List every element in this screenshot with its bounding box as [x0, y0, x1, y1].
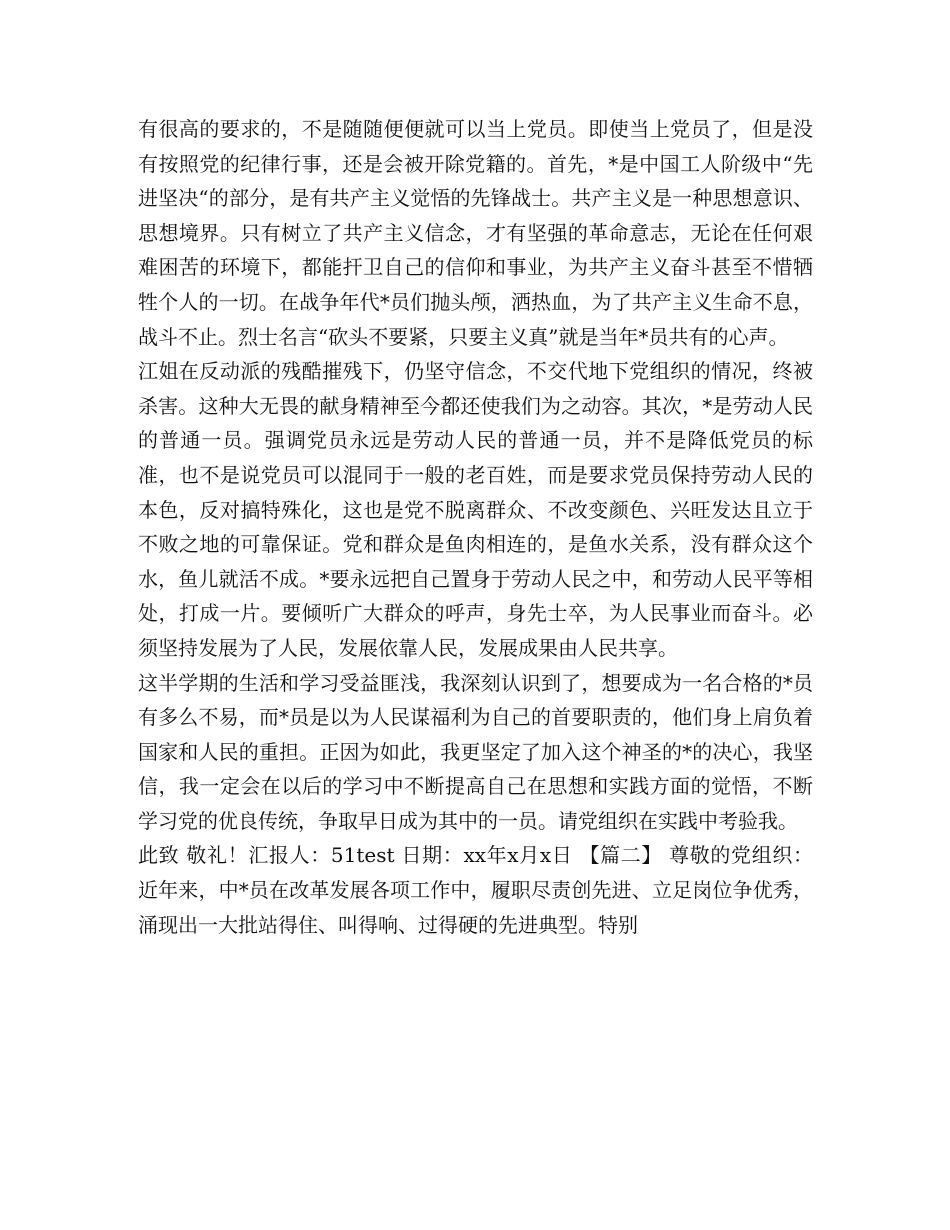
paragraph-4: 此致 敬礼！汇报人：51test 日期：xx年x月x日 【篇二】 尊敬的党组织： 近年来，中*员在改革发展各项工作中，履职尽责创先进、立足岗位争优秀，涌现出一大批站得住、叫得响、过得硬的先进典型。特别: [138, 843, 813, 937]
paragraph-3: 这半学期的生活和学习受益匪浅，我深刻认识到了，想要成为一名合格的*员有多么不易，而*员是以为人民谋福利为自己的首要职责的，他们身上肩负着国家和人民的重担。正因为如此，我更坚定了加入这个神圣的*的决心，我坚信，我一定会在以后的学习中不断提高自己在思想和实践方面的觉悟，不断学习党的优良传统，争取早日成为其中的一员。请党组织在实践中考验我。: [138, 670, 813, 833]
document-body: [138, 112, 813, 942]
paragraph-2: 江姐在反动派的残酷摧残下，仍坚守信念，不交代地下党组织的情况，终被杀害。这种大无畏的献身精神至今都还使我们为之动容。其次，*是劳动人民的普通一员。强调党员永远是劳动人民的普通一员，并不是降低党员的标准，也不是说党员可以混同于一般的老百姓，而是要求党员保持劳动人民的本色，反对搞特殊化，这也是党不脱离群众、不改变颜色、兴旺发达且立于不败之地的可靠保证。党和群众是鱼肉相连的，是鱼水关系，没有群众这个水，鱼儿就活不成。*要永远把自己置身于劳动人民之中，和劳动人民平等相处，打成一片。要倾听广大群众的呼声，身先士卒，为人民事业而奋斗。必须坚持发展为了人民，发展依靠人民，发展成果由人民共享。: [138, 359, 813, 660]
paragraph-1: 有很高的要求的，不是随随便便就可以当上党员。即使当上党员了，但是没有按照党的纪律行事，还是会被开除党籍的。首先，*是中国工人阶级中“先进坚决“的部分，是有共产主义觉悟的先锋战士。共产主义是一种思想意识、思想境界。只有树立了共产主义信念，才有坚强的革命意志，无论在任何艰难困苦的环境下，都能扞卫自己的信仰和事业，为共产主义奋斗甚至不惜牺牲个人的一切。在战争年代*员们抛头颅，洒热血，为了共产主义生命不息，战斗不止。烈士名言“砍头不要紧，只要主义真”就是当年*员共有的心声。: [138, 117, 813, 349]
